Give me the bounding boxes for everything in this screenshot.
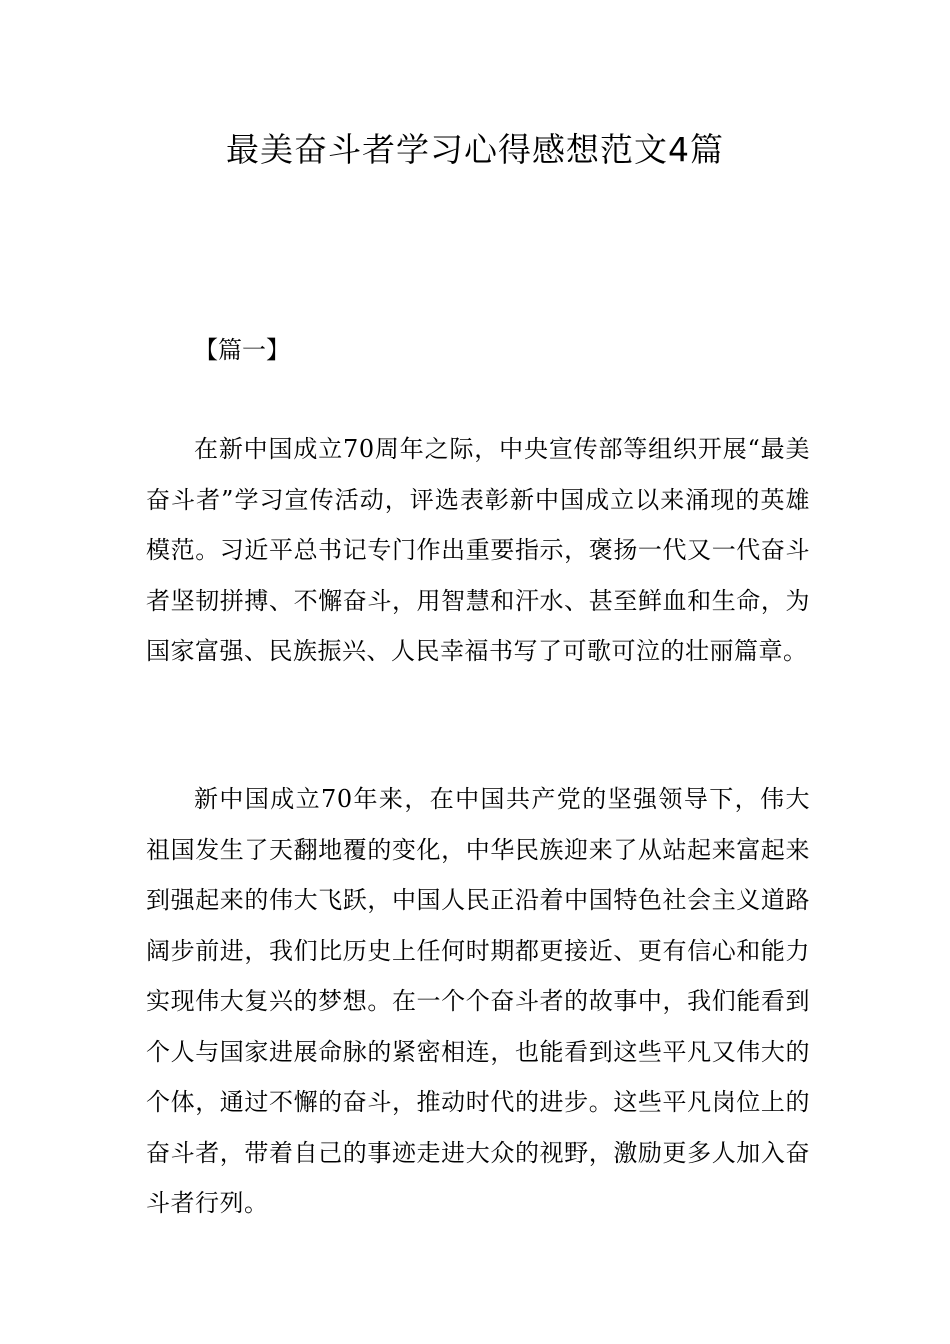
document-title: 最美奋斗者学习心得感想范文4篇 xyxy=(226,130,724,169)
paragraph-2: 新中国成立70年来，在中国共产党的坚强领导下，伟大祖国发生了天翻地覆的变化，中华民族迎来了从站起来富起来到强起来的伟大飞跃，中国人民正沿着中国特色社会主义道路阔步前进，我们比历史上任何时期都更接近、更有信心和能力实现伟大复兴的梦想。在一个个奋斗者的故事中，我们能看到个人与国家进展命脉的紧密相连，也能看到这些平凡又伟大的个体，通过不懈的奋斗，推动时代的进步。这些平凡岗位上的奋斗者，带着自己的事迹走进大众的视野，激励更多人加入奋斗者行列。 xyxy=(146,785,810,1217)
paragraph-1: 在新中国成立70周年之际，中央宣传部等组织开展“最美奋斗者”学习宣传活动，评选表彰新中国成立以来涌现的英雄模范。习近平总书记专门作出重要指示，褒扬一代又一代奋斗者坚韧拼搏、不懈奋斗，用智慧和汗水、甚至鲜血和生命，为国家富强、民族振兴、人民幸福书写了可歌可泣的壮丽篇章。 xyxy=(146,435,810,665)
section-label: 【篇一】 xyxy=(194,336,290,364)
